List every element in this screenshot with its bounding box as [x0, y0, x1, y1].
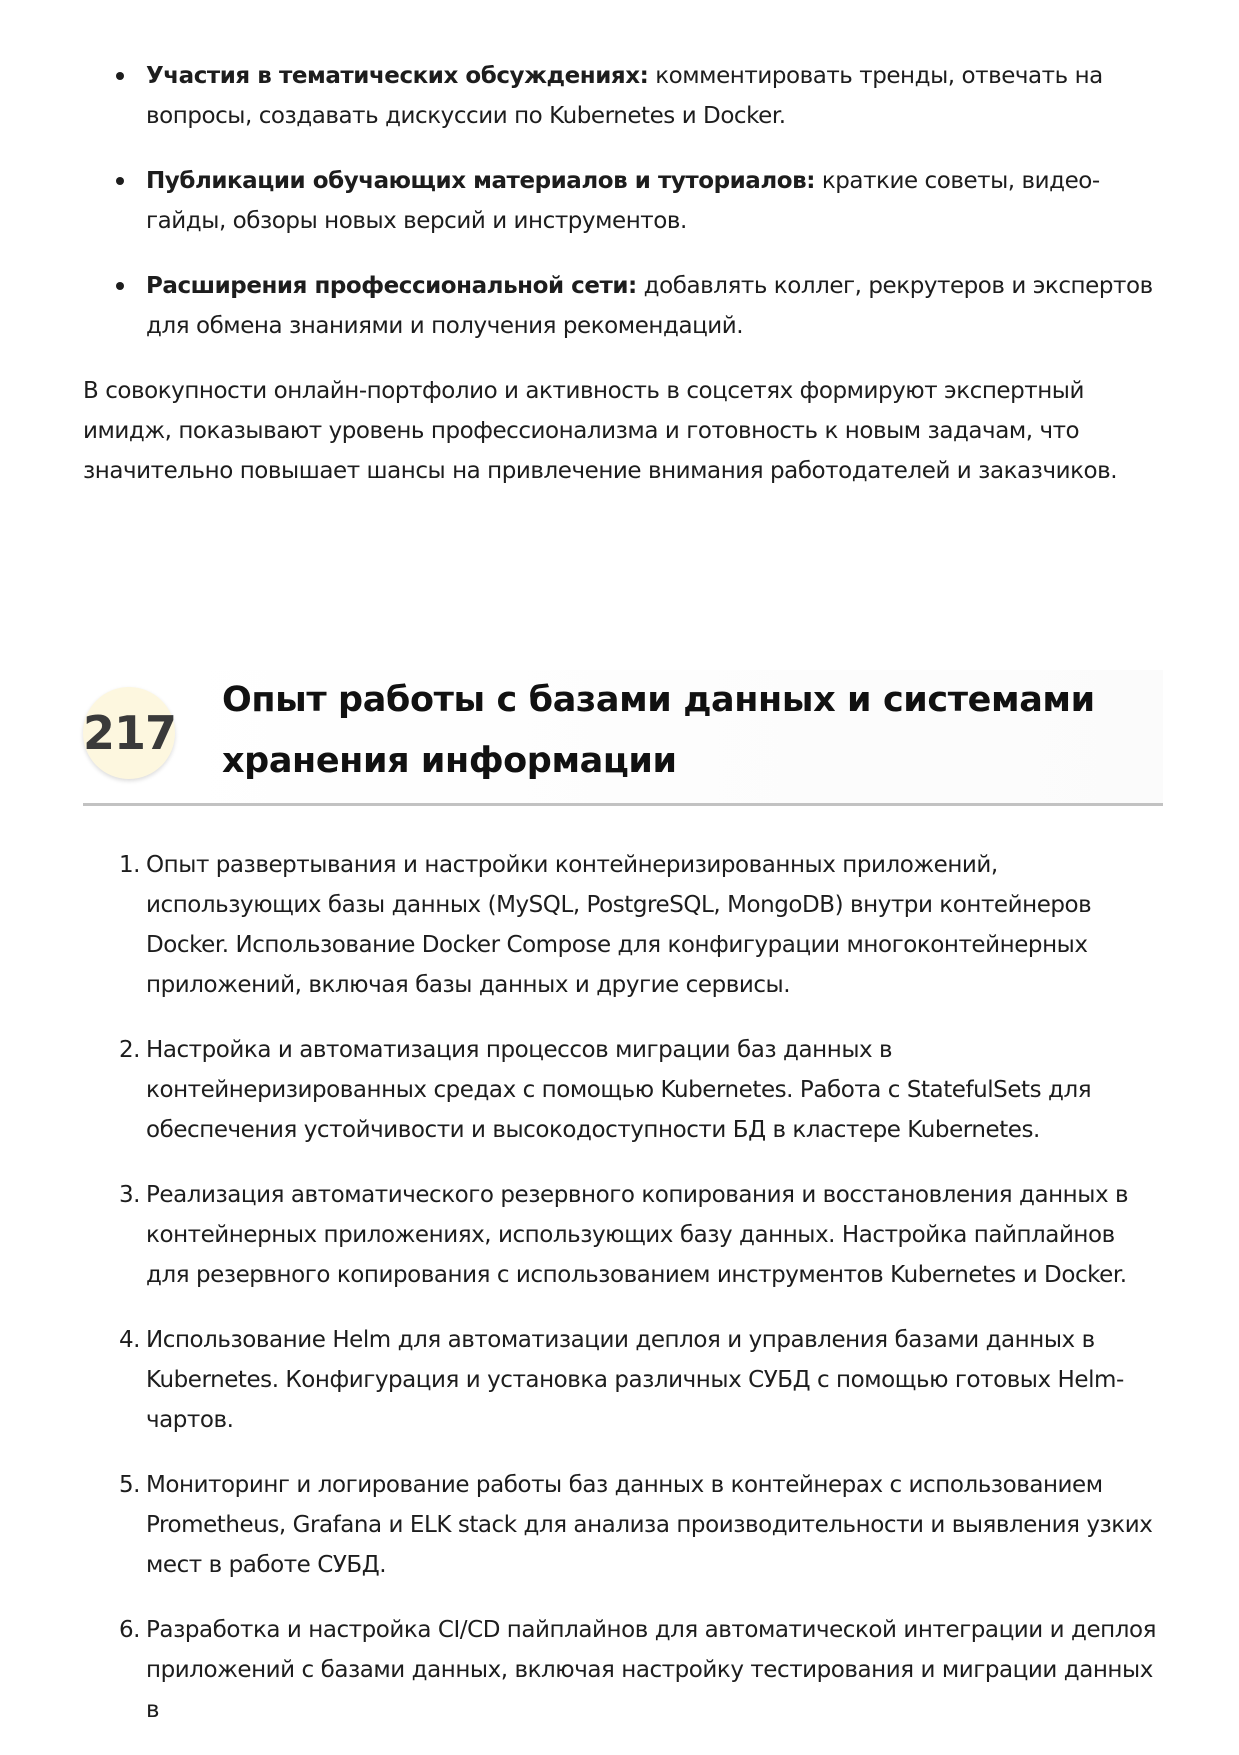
bullet-icon — [116, 177, 124, 185]
list-item-number: 5. — [119, 1472, 141, 1498]
list-item-number: 6. — [119, 1617, 141, 1643]
bullet-term: Публикации обучающих материалов и туториалов: — [146, 168, 815, 194]
bullet-text: добавлять коллег, рекрутеров и экспертов для обмена знаниями и получения рекомендаций. — [146, 273, 1153, 339]
list-item-text: Настройка и автоматизация процессов миграции баз данных в контейнеризированных средах с помощью Kubernetes. Работа с StatefulSets для обеспечения устойчивости и высокодоступности БД в кластере Kubernetes. — [146, 1037, 1092, 1143]
bullet-text: краткие советы, видео-гайды, обзоры новых версий и инструментов. — [146, 168, 1100, 234]
summary-paragraph: В совокупности онлайн-портфолио и активность в соцсетях формируют экспертный имидж, показывают уровень профессионализма и готовность к новым задачам, что значительно повышает шансы на привлечение внимания работодателей и заказчиков. — [83, 378, 1118, 484]
bullet-item — [83, 266, 1163, 346]
list-item-text: Мониторинг и логирование работы баз данных в контейнерах с использованием Prometheus, Grafana и ELK stack для анализа производительности и выявления узких мест в работе СУБД. — [146, 1472, 1153, 1578]
list-item-text: Разработка и настройка CI/CD пайплайнов для автоматической интеграции и деплоя приложений с базами данных, включая настройку тестирования и миграции данных в — [146, 1617, 1156, 1723]
intro-section — [83, 56, 1163, 491]
list-item-number: 2. — [119, 1037, 141, 1063]
chapter-divider — [83, 803, 1163, 806]
bullet-term: Расширения профессиональной сети: — [146, 273, 637, 299]
list-item — [83, 1320, 1163, 1440]
list-item — [83, 1610, 1163, 1730]
numbered-list — [83, 845, 1163, 1755]
bullet-item — [83, 161, 1163, 241]
chapter-title: Опыт работы с базами данных и системами хранения информации — [222, 680, 1095, 781]
chapter-number-badge: 217 — [83, 687, 175, 779]
list-item — [83, 1465, 1163, 1585]
list-item-number: 3. — [119, 1182, 141, 1208]
bullet-text: комментировать тренды, отвечать на вопросы, создавать дискуссии по Kubernetes и Docker. — [146, 63, 1103, 129]
bullet-list — [83, 56, 1163, 346]
bullet-icon — [116, 72, 124, 80]
list-item-text: Реализация автоматического резервного копирования и восстановления данных в контейнерных приложениях, использующих базу данных. Настройка пайплайнов для резервного копирования с использованием инструментов Kubernetes и Docker. — [146, 1182, 1129, 1288]
list-item — [83, 1175, 1163, 1295]
list-item-number: 4. — [119, 1327, 141, 1353]
list-item — [83, 1030, 1163, 1150]
bullet-term: Участия в тематических обсуждениях: — [146, 63, 649, 89]
bullet-icon — [116, 282, 124, 290]
list-item-number: 1. — [119, 852, 141, 878]
bullet-item — [83, 56, 1163, 136]
chapter-header — [83, 670, 1163, 806]
list-item-text: Использование Helm для автоматизации деплоя и управления базами данных в Kubernetes. Конфигурация и установка различных СУБД с помощью готовых Helm-чартов. — [146, 1327, 1124, 1433]
list-item-text: Опыт развертывания и настройки контейнеризированных приложений, использующих базы данных (MySQL, PostgreSQL, MongoDB) внутри контейнеров Docker. Использование Docker Compose для конфигурации многоконтейнерных приложений, включая базы данных и другие сервисы. — [146, 852, 1092, 998]
list-item — [83, 845, 1163, 1005]
